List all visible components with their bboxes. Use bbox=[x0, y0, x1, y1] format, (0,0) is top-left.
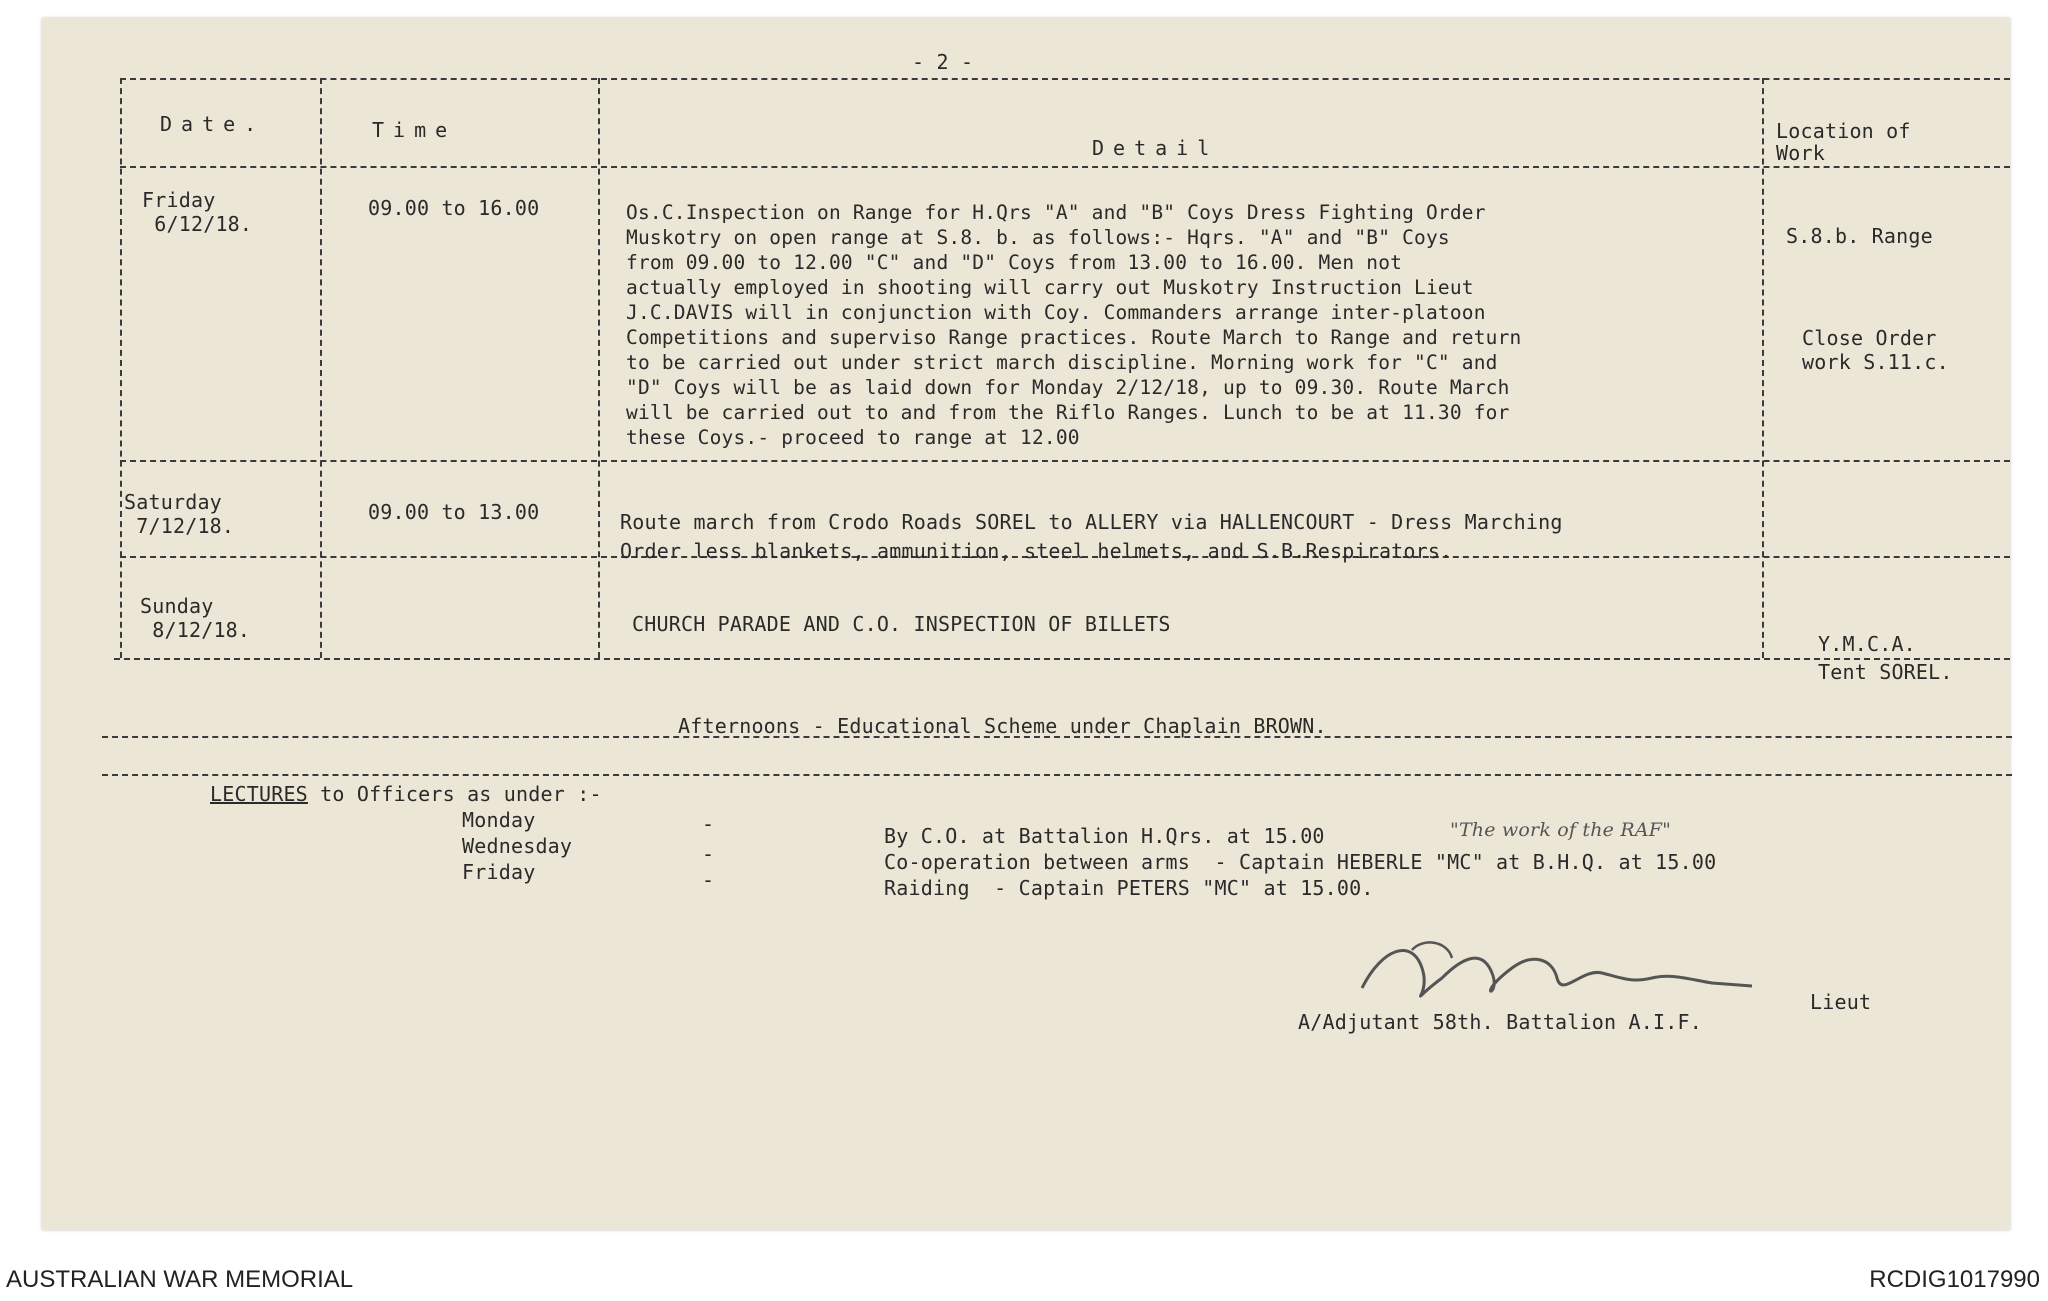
lecture-text-wednesday: Co-operation between arms - Captain HEBERLE "MC" at B.H.Q. at 15.00 bbox=[884, 850, 1717, 874]
lecture-dash-monday: - bbox=[702, 812, 715, 836]
time-detail-divider bbox=[598, 78, 600, 658]
lecture-text-monday: By C.O. at Battalion H.Qrs. at 15.00 bbox=[884, 824, 1325, 848]
header-bottom-border bbox=[120, 166, 2010, 168]
lecture-day-monday: Monday bbox=[462, 808, 536, 832]
signature-title: A/Adjutant 58th. Battalion A.I.F. bbox=[1298, 1010, 1702, 1034]
date-time-divider bbox=[320, 78, 322, 658]
row1-location-b: Close Order work S.11.c. bbox=[1802, 326, 1949, 374]
lecture-day-wednesday: Wednesday bbox=[462, 834, 573, 858]
footer-source: AUSTRALIAN WAR MEMORIAL bbox=[6, 1266, 354, 1293]
row2-time: 09.00 to 13.00 bbox=[368, 500, 540, 524]
row1-detail: Os.C.Inspection on Range for H.Qrs "A" and "B" Coys Dress Fighting Order Muskotry on open range at S.8. b. as follows:- Hqrs. "A" and "B" Coys from 09.00 to 12.00 "C" and "D" Coys from 13.00 to 16.00. Men not actually employed in shooting will carry out Muskotry Instruction Lieut J.C.DAVIS will in conjunction with Coy. Commanders arrange inter-platoon Competitions and superviso Range practices. Route March to Range and return to be carried out under strict march discipline. Morning work for "C" and "D" Coys will be as laid down for Monday 2/12/18, up to 09.30. Route March will be carried out to and from the Riflo Ranges. Lunch to be at 11.30 for these Coys.- proceed to range at 12.00 bbox=[626, 201, 1522, 449]
footer-id: RCDIG1017990 bbox=[1869, 1266, 2040, 1293]
signature-rank: Lieut bbox=[1810, 990, 1872, 1014]
lecture-note-monday: "The work of the RAF" bbox=[1450, 819, 1672, 841]
row3-location: Y.M.C.A. Tent SOREL. bbox=[1818, 632, 1953, 684]
row3-detail: CHURCH PARADE AND C.O. INSPECTION OF BILLETS bbox=[632, 612, 1171, 636]
handwritten-signature bbox=[1352, 928, 1772, 1018]
header-time: Time bbox=[372, 118, 457, 142]
table-bottom-border bbox=[114, 658, 2010, 660]
row1-bottom-border bbox=[120, 460, 2010, 462]
lecture-text-friday: Raiding - Captain PETERS "MC" at 15.00. bbox=[884, 876, 1374, 900]
row1-location-a: S.8.b. Range bbox=[1786, 224, 1933, 248]
header-location: Location of Work bbox=[1776, 119, 1911, 165]
table-top-border bbox=[120, 78, 2010, 80]
header-date: Date. bbox=[160, 112, 266, 136]
lecture-dash-friday: - bbox=[702, 868, 715, 892]
row3-date: Sunday 8/12/18. bbox=[140, 594, 251, 642]
document-page bbox=[42, 18, 2010, 1230]
header-detail: Detail bbox=[1092, 136, 1219, 160]
lectures-heading-word: LECTURES bbox=[210, 782, 308, 806]
page-number: - 2 - bbox=[912, 50, 974, 74]
afternoons-note: Afternoons - Educational Scheme under Chaplain BROWN. bbox=[678, 714, 1327, 738]
lecture-day-friday: Friday bbox=[462, 860, 536, 884]
row2-date: Saturday 7/12/18. bbox=[124, 490, 235, 538]
lectures-top-rule bbox=[102, 774, 2012, 776]
lectures-heading-rest: to Officers as under :- bbox=[307, 782, 602, 806]
row1-date: Friday 6/12/18. bbox=[142, 188, 253, 236]
row1-time: 09.00 to 16.00 bbox=[368, 196, 540, 220]
lectures-heading bbox=[210, 780, 602, 809]
row2-detail: Route march from Crodo Roads SOREL to ALLERY via HALLENCOURT - Dress Marching Order less blankets, ammunition, steel helmets, and S.B.Respirators. bbox=[620, 510, 1563, 563]
detail-location-divider bbox=[1762, 78, 1764, 658]
table-left-border bbox=[120, 78, 122, 658]
lecture-dash-wednesday: - bbox=[702, 842, 715, 866]
